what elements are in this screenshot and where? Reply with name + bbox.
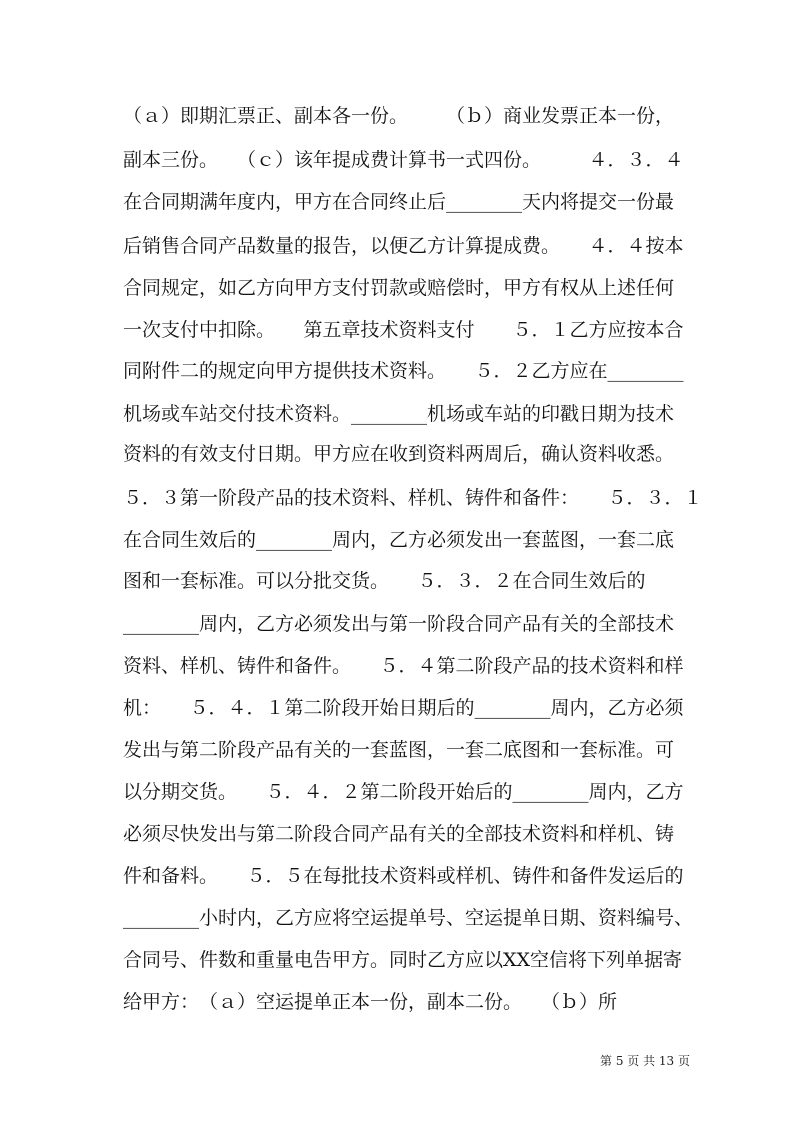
text-line-17: 以分期交货。 ５．４．２第二阶段开始后的________周内，乙方 (123, 781, 684, 803)
text-line-22: 给甲方： （ａ）空运提单正本一份，副本二份。 （ｂ）所 (123, 991, 618, 1013)
text-line-6: 一次支付中扣除。 第五章技术资料支付 ５．１乙方应按本合 (123, 319, 684, 341)
text-line-3: 在合同期满年度内，甲方在合同终止后________天内将提交一份最 (123, 191, 675, 213)
text-line-19: 件和备料。 ５．５在每批技术资料或样机、铸件和备件发运后的 (123, 865, 684, 887)
page-number-footer: 第 5 页 共 13 页 (600, 1054, 690, 1068)
text-line-5: 合同规定，如乙方向甲方支付罚款或赔偿时，甲方有权从上述任何 (123, 277, 675, 299)
text-line-14: 资料、样机、铸件和备件。 ５．４第二阶段产品的技术资料和样 (123, 655, 684, 677)
text-line-9: 资料的有效支付日期。甲方应在收到资料两周后，确认资料收悉。 (123, 443, 675, 465)
text-line-16: 发出与第二阶段产品有关的一套蓝图，一套二底图和一套标准。可 (123, 739, 675, 761)
text-line-12: 图和一套标准。可以分批交货。 ５．３．２在合同生效后的 (123, 570, 646, 592)
text-line-4: 后销售合同产品数量的报告，以便乙方计算提成费。 ４．４按本 (123, 235, 684, 257)
text-line-15: 机： ５．４．１第二阶段开始日期后的________周内，乙方必须 (123, 697, 684, 719)
text-line-10: ５．３第一阶段产品的技术资料、样机、铸件和备件： ５．３．１ (123, 487, 703, 509)
text-line-1: （ａ）即期汇票正、副本各一份。 （ｂ）商业发票正本一份， (123, 105, 675, 127)
text-line-8: 机场或车站交付技术资料。________机场或车站的印戳日期为技术 (123, 403, 675, 425)
text-line-11: 在合同生效后的________周内，乙方必须发出一套蓝图，一套二底 (123, 529, 675, 551)
text-line-21: 合同号、件数和重量电告甲方。同时乙方应以XX空信将下列单据寄 (123, 949, 683, 971)
text-line-7: 同附件二的规定向甲方提供技术资料。 ５．２乙方应在________ (123, 360, 684, 382)
text-line-18: 必须尽快发出与第二阶段合同产品有关的全部技术资料和样机、铸 (123, 823, 675, 845)
text-line-13: ________周内，乙方必须发出与第一阶段合同产品有关的全部技术 (123, 613, 675, 635)
text-line-2: 副本三份。 （ｃ）该年提成费计算书一式四份。 ４．３．４ (123, 149, 684, 171)
text-line-20: ________小时内，乙方应将空运提单号、空运提单日期、资料编号、 (123, 907, 694, 929)
